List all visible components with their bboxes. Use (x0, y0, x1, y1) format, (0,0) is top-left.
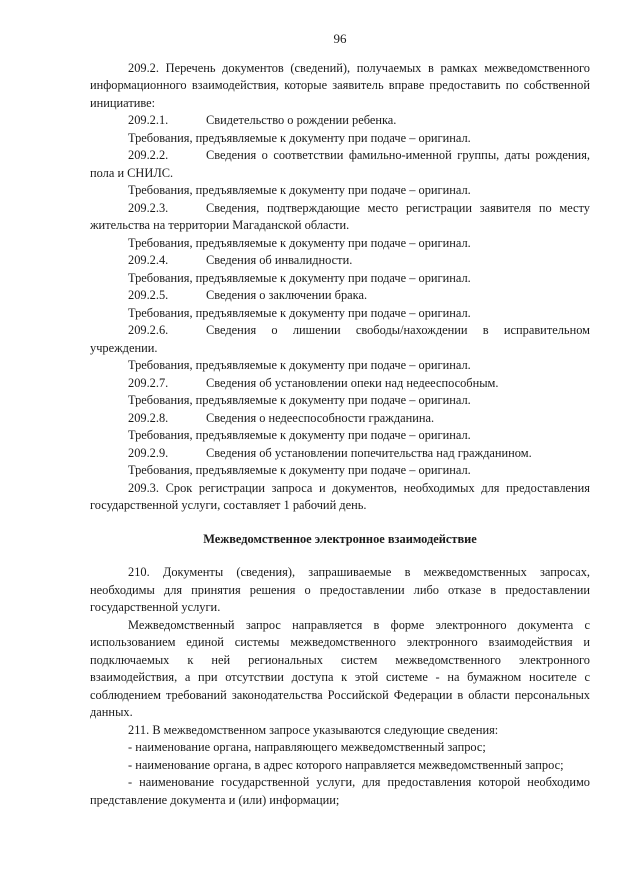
item-number: 209.2.3. (128, 200, 169, 215)
item-number: 209.2.2. (128, 148, 169, 162)
item-text: Сведения об инвалидности. (206, 253, 353, 267)
list-item (90, 445, 590, 463)
requirement-line: Требования, предъявляемые к документу при подаче – оригинал. (128, 183, 471, 197)
list-item: - наименование государственной услуги, для предоставления которой необходимо представление документа и (или) информации; (90, 775, 590, 807)
list-item (90, 147, 590, 182)
requirement-line: Требования, предъявляемые к документу при подаче – оригинал. (128, 393, 471, 407)
item-number: 209.2.6. (128, 323, 169, 337)
item-text: Сведения о лишении свободы/нахождении в исправительном учреждении. (90, 323, 590, 355)
list-item (90, 112, 590, 130)
item-number: 209.2.1. (128, 113, 169, 127)
requirement-line: Требования, предъявляемые к документу при подаче – оригинал. (128, 358, 471, 372)
list-item: - наименование органа, направляющего межведомственный запрос; (128, 740, 486, 754)
paragraph-211: 211. В межведомственном запросе указываются следующие сведения: (128, 722, 499, 737)
item-number: 209.2.9. (128, 445, 169, 460)
list-item (90, 410, 590, 428)
requirement-line: Требования, предъявляемые к документу при подаче – оригинал. (128, 235, 471, 250)
requirement-line: Требования, предъявляемые к документу при подаче – оригинал. (128, 428, 471, 442)
paragraph-210: 210. Документы (сведения), запрашиваемые в межведомственных запросах, необходимы для принятия решения о предоставлении либо отказе в предоставлении государственной услуги. (90, 565, 590, 614)
item-text: Сведения об установлении опеки над недееспособным. (206, 375, 499, 390)
list-item (90, 375, 590, 393)
list-item: - наименование органа, в адрес которого направляется межведомственный запрос; (128, 757, 564, 772)
requirement-line: Требования, предъявляемые к документу при подаче – оригинал. (128, 270, 471, 285)
paragraph-request: Межведомственный запрос направляется в форме электронного документа с использованием единой системы межведомственного электронного взаимодействия и подключаемых к ней региональных систем межведомственного электронного взаимодействия, а при отсутствии доступа к этой системе - на бумажном носителе с соблюдением требований законодательства Российской Федерации в области персональных данных. (90, 617, 590, 719)
page-number: 96 (333, 31, 347, 46)
item-text: Свидетельство о рождении ребенка. (206, 113, 397, 127)
requirement-line: Требования, предъявляемые к документу при подаче – оригинал. (128, 130, 471, 145)
item-text: Сведения, подтверждающие место регистрации заявителя по месту жительства на территории Магаданской области. (90, 200, 590, 232)
item-number: 209.2.5. (128, 288, 169, 302)
item-number: 209.2.4. (128, 253, 169, 267)
item-number: 209.2.8. (128, 410, 169, 425)
item-text: Сведения о заключении брака. (206, 288, 368, 302)
requirement-line: Требования, предъявляемые к документу при подаче – оригинал. (128, 305, 471, 320)
item-text: Сведения о недееспособности гражданина. (206, 410, 435, 425)
list-item (90, 252, 590, 270)
section-heading: Межведомственное электронное взаимодействие (203, 531, 477, 546)
list-item (90, 322, 590, 357)
section-209-2: 209.2. Перечень документов (сведений), получаемых в рамках межведомственного информационного взаимодействия, которые заявитель вправе предоставить по собственной инициативе: (90, 60, 590, 110)
item-text: Сведения о соответствии фамильно-именной группы, даты рождения, пола и СНИЛС. (90, 148, 590, 180)
item-text: Сведения об установлении попечительства над гражданином. (206, 445, 532, 460)
section-209-3: 209.3. Срок регистрации запроса и документов, необходимых для предоставления государственной услуги, составляет 1 рабочий день. (90, 480, 590, 512)
requirement-line: Требования, предъявляемые к документу при подаче – оригинал. (128, 463, 471, 477)
list-item (90, 200, 590, 235)
item-number: 209.2.7. (128, 375, 169, 390)
list-item (90, 287, 590, 305)
